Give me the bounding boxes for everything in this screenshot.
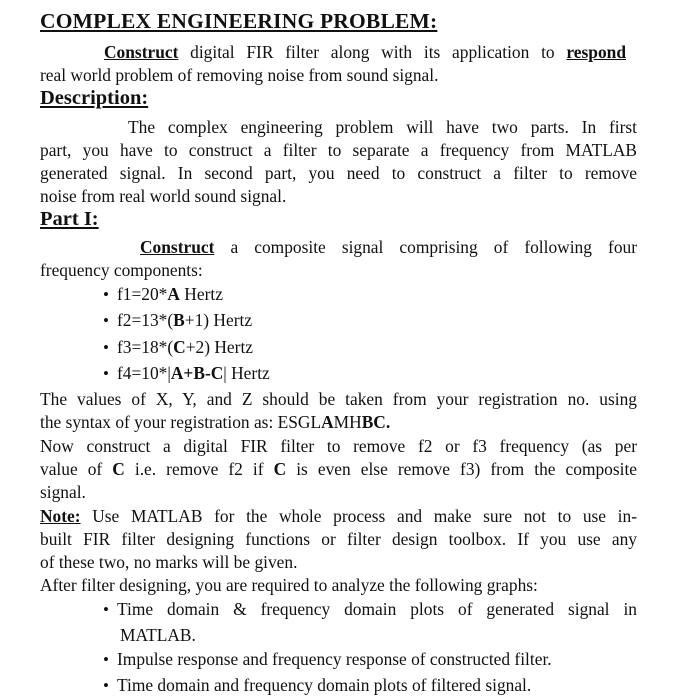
now-line-3: signal. — [40, 482, 86, 502]
page-title: COMPLEX ENGINEERING PROBLEM: — [40, 9, 438, 33]
description-line-1: The complex engineering problem will have two parts. In first — [128, 117, 637, 137]
note-line-1: Note: Use MATLAB for the whole process and make sure not to use in- — [40, 506, 637, 526]
description-line-4: noise from real world sound signal. — [40, 186, 287, 206]
note-label: Note: — [40, 506, 81, 526]
part1-line-1 — [140, 236, 637, 258]
now-line-2: value of C i.e. remove f2 if C is even else remove f3) from the composite — [40, 459, 638, 479]
graph-item-3: • Time domain and frequency domain plots of filtered signal. — [103, 675, 532, 695]
frequency-item-f2: • f2=13*(B+1) Hertz — [103, 310, 253, 330]
note-line-2: built FIR filter designing functions or filter design toolbox. If you use any — [40, 529, 637, 549]
intro-line-2: real world problem of removing noise from sound signal. — [40, 65, 439, 85]
bullet-icon: • — [103, 285, 109, 304]
intro-construct-word: Construct — [104, 42, 179, 62]
frequency-item-f3: • f3=18*(C+2) Hertz — [103, 337, 253, 357]
values-line-1: The values of X, Y, and Z should be taken from your registration no. using — [40, 389, 637, 409]
bullet-icon: • — [103, 650, 109, 669]
part1-line-2: frequency components: — [40, 260, 203, 280]
values-line-2: the syntax of your registration as: ESGLAMHBC. — [40, 412, 391, 432]
description-line-3: generated signal. In second part, you need to construct a filter to remove — [40, 163, 637, 183]
now-line-1: Now construct a digital FIR filter to remove f2 or f3 frequency (as per — [40, 436, 637, 456]
graph-item-1-line-1: • Time domain & frequency domain plots of generated signal in — [103, 599, 637, 619]
graph-item-1-line-2: MATLAB. — [120, 625, 196, 645]
frequency-item-f4: • f4=10*|A+B-C| Hertz — [103, 363, 270, 383]
intro-line-1 — [104, 41, 626, 63]
bullet-icon: • — [103, 676, 109, 695]
bullet-icon: • — [103, 338, 109, 357]
description-heading: Description: — [40, 87, 149, 109]
part1-heading: Part I: — [40, 208, 99, 230]
part1-line-1-rest: a composite signal comprising of following four — [214, 237, 637, 257]
after-line: After filter designing, you are required to analyze the following graphs: — [40, 575, 538, 595]
bullet-icon: • — [103, 600, 109, 619]
intro-mid-text: digital FIR filter along with its application to — [178, 42, 567, 62]
description-line-2: part, you have to construct a filter to separate a frequency from MATLAB — [40, 140, 637, 160]
bullet-icon: • — [103, 311, 109, 330]
graph-item-2: • Impulse response and frequency response of constructed filter. — [103, 649, 552, 669]
note-line-3: of these two, no marks will be given. — [40, 552, 298, 572]
intro-respond-word: respond — [566, 42, 626, 62]
frequency-item-f1: • f1=20*A Hertz — [103, 284, 223, 304]
part1-construct-word: Construct — [140, 237, 215, 257]
bullet-icon: • — [103, 364, 109, 383]
